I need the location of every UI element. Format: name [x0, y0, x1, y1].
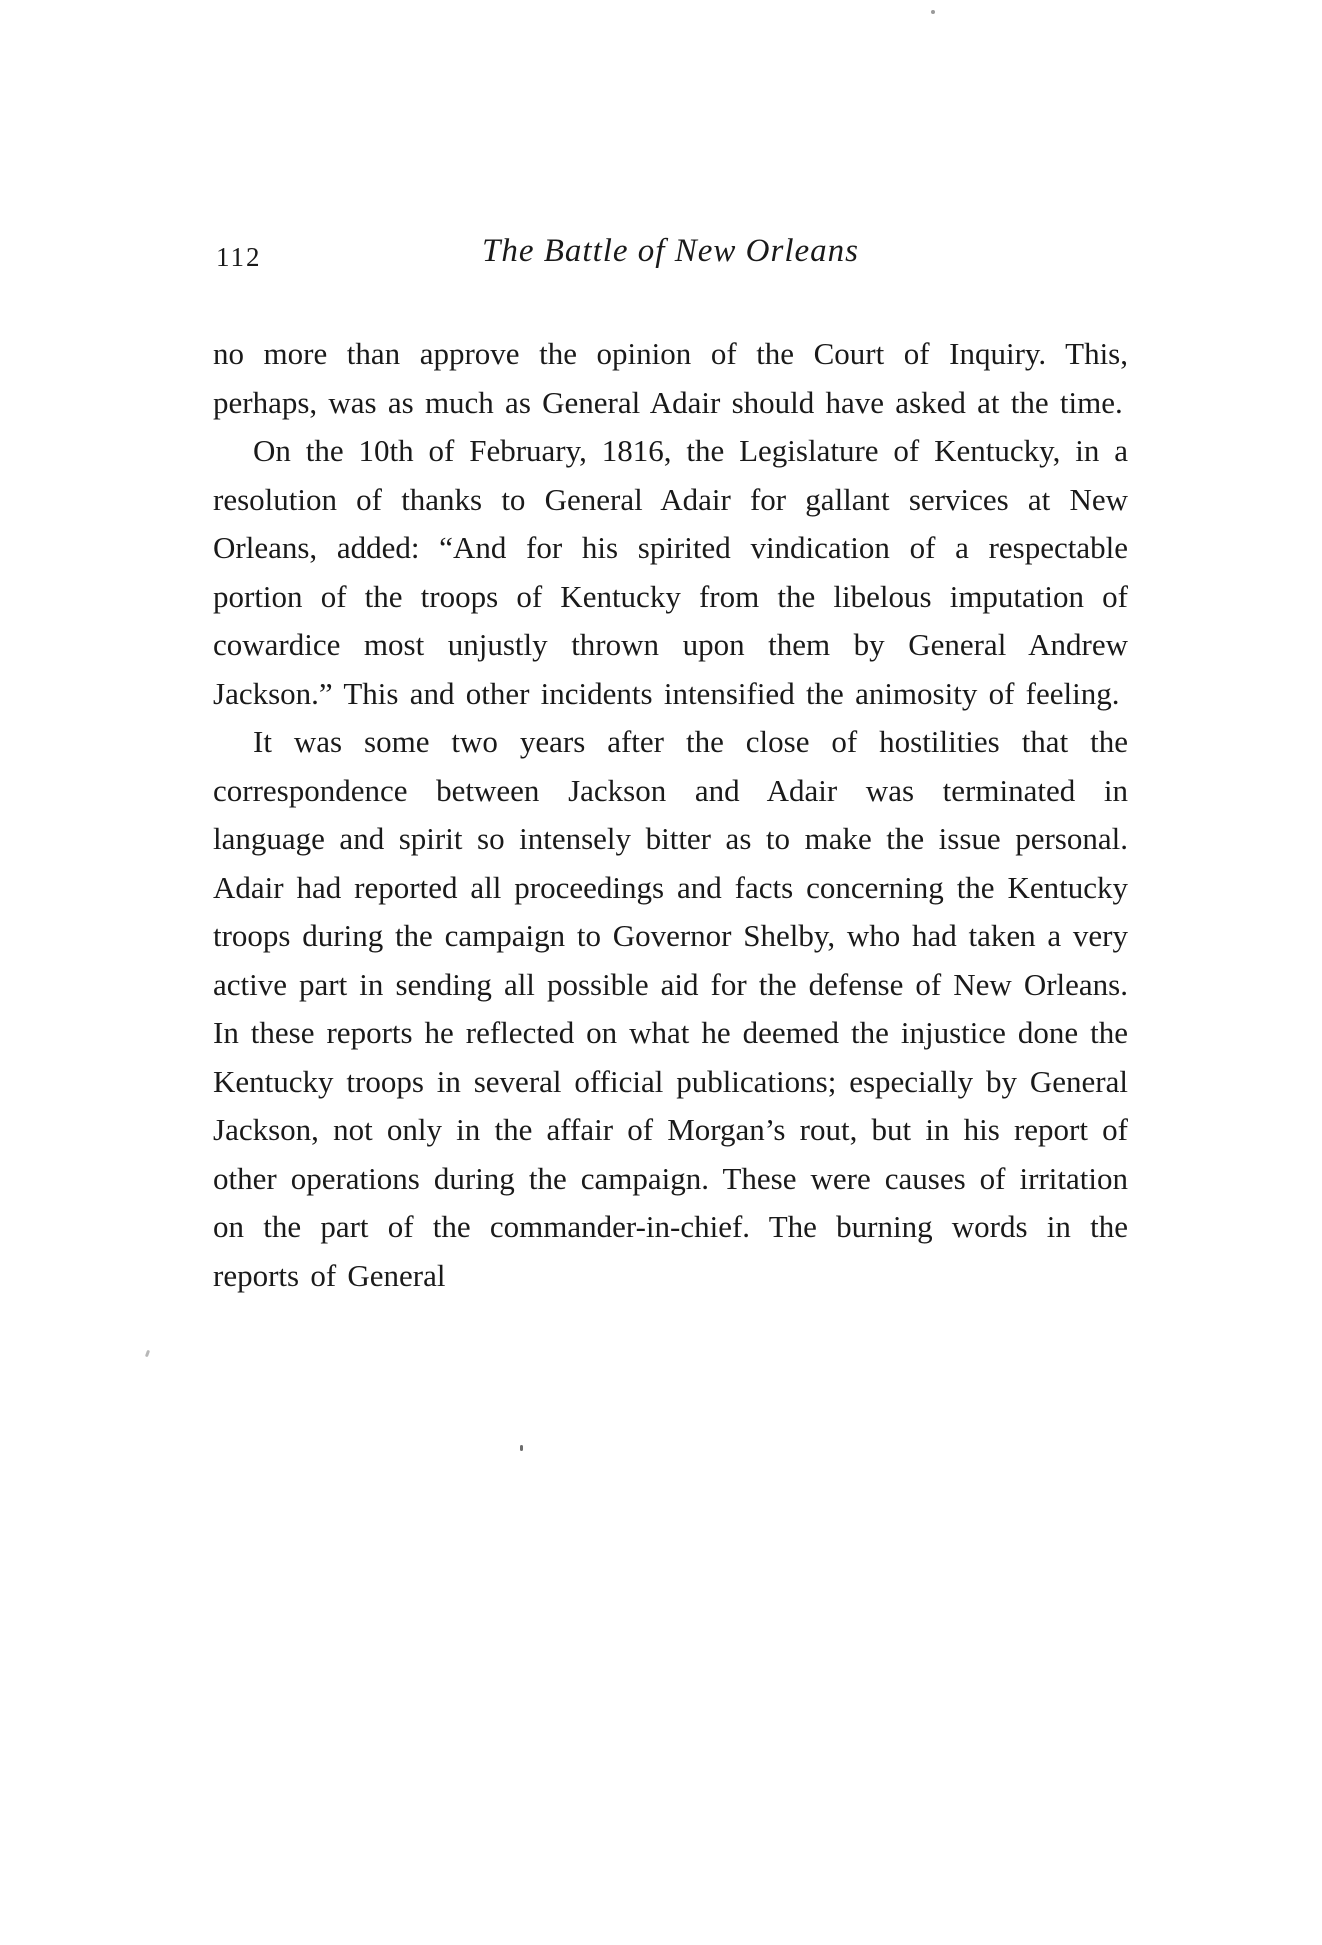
- scan-speck: [145, 1350, 150, 1358]
- scan-speck: [931, 10, 935, 14]
- paragraph: It was some two years after the close of hostilities that the correspondence between Jackson and Adair was terminated in language and spirit so intensely bitter as to make the issue personal. Adair had reported all proceedings and facts concerning the Kentucky troops during the campaign to Governor Shelby, who had taken a very active part in sending all possible aid for the defense of New Orleans. In these reports he reflected on what he deemed the injustice done the Kentucky troops in several official publications; especially by General Jackson, not only in the affair of Morgan’s rout, but in his report of other operations during the campaign. These were causes of irritation on the part of the commander-in-chief. The burning words in the reports of General: [213, 724, 1128, 1293]
- running-title: The Battle of New Orleans: [482, 233, 859, 269]
- paragraph-continuation: no more than approve the opinion of the Court of Inquiry. This, perhaps, was as much as General Adair should have asked at the time.: [213, 336, 1128, 420]
- page-number: 112: [216, 242, 262, 272]
- paragraph: On the 10th of February, 1816, the Legislature of Kentucky, in a resolution of thanks to General Adair for gallant services at New Orleans, added: “And for his spirited vindication of a respectable portion of the troops of Kentucky from the libelous imputation of cowardice most unjustly thrown upon them by General Andrew Jackson.” This and other incidents intensified the animosity of feeling.: [213, 433, 1128, 711]
- scan-speck: [520, 1445, 523, 1451]
- page-text: [213, 330, 1128, 1300]
- running-head: [213, 233, 1128, 277]
